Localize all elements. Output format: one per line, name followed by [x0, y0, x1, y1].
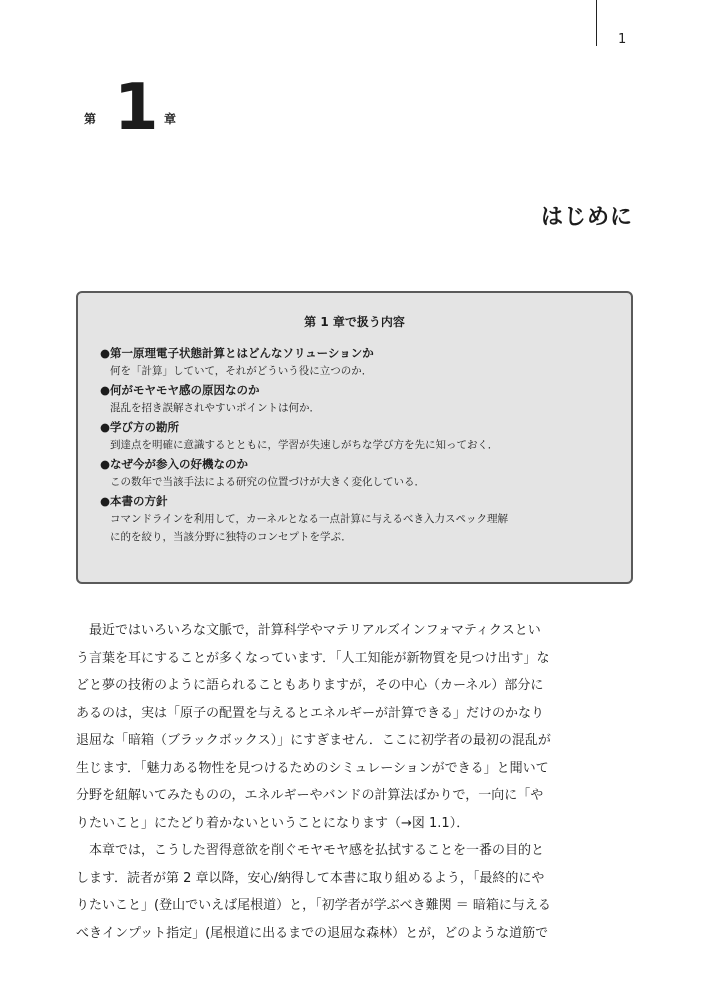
body-line: どと夢の技術のように語られることもありますが，その中心（カーネル）部分に	[76, 678, 544, 693]
chapter-summary-box	[76, 291, 633, 584]
summary-item	[100, 345, 615, 380]
summary-item-text: 混乱を招き誤解されやすいポイントは何か．	[110, 402, 320, 414]
body-line: 最近ではいろいろな文脈で，計算科学やマテリアルズインフォマティクスとい	[76, 623, 541, 638]
summary-box-title: 第 1 章で扱う内容	[304, 315, 405, 329]
bullet-icon: ●	[100, 383, 111, 397]
summary-item-heading: ●第一原理電子状態計算とはどんなソリューションか	[100, 346, 374, 360]
bullet-icon: ●	[100, 420, 111, 434]
body-line: あるのは，実は「原子の配置を与えるとエネルギーが計算できる」だけのかなり	[76, 705, 545, 721]
summary-item-heading: ●なぜ今が参入の好機なのか	[100, 457, 248, 471]
page-number: 1	[618, 32, 627, 47]
summary-item	[100, 493, 615, 546]
chapter-prefix: 第	[84, 112, 97, 126]
summary-item-text: コマンドラインを利用して，カーネルとなる一点計算に与えるべき入力スペック理解	[110, 513, 508, 525]
body-line: う言葉を耳にすることが多くなっています．「人工知能が新物質を見つけ出す」な	[76, 650, 550, 666]
body-line: りたいこと」(登山でいえば尾根道）と，「初学者が学ぶべき難関 ＝ 暗箱に与える	[76, 898, 551, 913]
chapter-suffix: 章	[164, 112, 177, 126]
body-line: 退屈な「暗箱（ブラックボックス）」にすぎません．ここに初学者の最初の混乱が	[76, 733, 551, 748]
summary-item	[100, 456, 615, 491]
header-rule	[596, 0, 597, 46]
bullet-icon: ●	[100, 457, 111, 471]
body-text	[76, 617, 636, 947]
body-line: 本章では，こうした習得意欲を削ぐモヤモヤ感を払拭することを一番の目的と	[76, 843, 545, 858]
summary-item-list	[100, 345, 615, 548]
bullet-icon: ●	[100, 346, 111, 360]
summary-item-text: 何を「計算」していて，それがどういう役に立つのか．	[110, 365, 373, 377]
summary-item-text: この数年で当該手法による研究の位置づけが大きく変化している．	[110, 476, 425, 488]
summary-item-text: 到達点を明確に意識するとともに，学習が失速しがちな学び方を先に知っておく．	[110, 439, 499, 451]
summary-item-heading: ●本書の方針	[100, 494, 168, 508]
body-line: りたいこと」にたどり着かないということになります（→図 1.1）．	[76, 815, 470, 831]
body-line: 生じます．「魅力ある物性を見つけるためのシミュレーションができる」と聞いて	[76, 760, 549, 776]
chapter-title: はじめに	[540, 205, 633, 230]
body-line: べきインプット指定」(尾根道に出るまでの退屈な森林）とが，どのような道筋で	[76, 925, 549, 941]
summary-item	[100, 419, 615, 454]
bullet-icon: ●	[100, 494, 111, 508]
summary-item-text: に的を絞り，当該分野に独特のコンセプトを学ぶ．	[110, 531, 352, 543]
chapter-number: 1	[114, 71, 159, 145]
summary-item	[100, 382, 615, 417]
body-line: 分野を紐解いてみたものの，エネルギーやバンドの計算法ばかりで，一向に「や	[76, 788, 544, 803]
body-line: します．読者が第 2 章以降，安心/納得して本書に取り組めるよう，「最終的にや	[76, 870, 545, 886]
summary-item-heading: ●学び方の勘所	[100, 420, 179, 434]
summary-item-heading: ●何がモヤモヤ感の原因なのか	[100, 383, 260, 397]
